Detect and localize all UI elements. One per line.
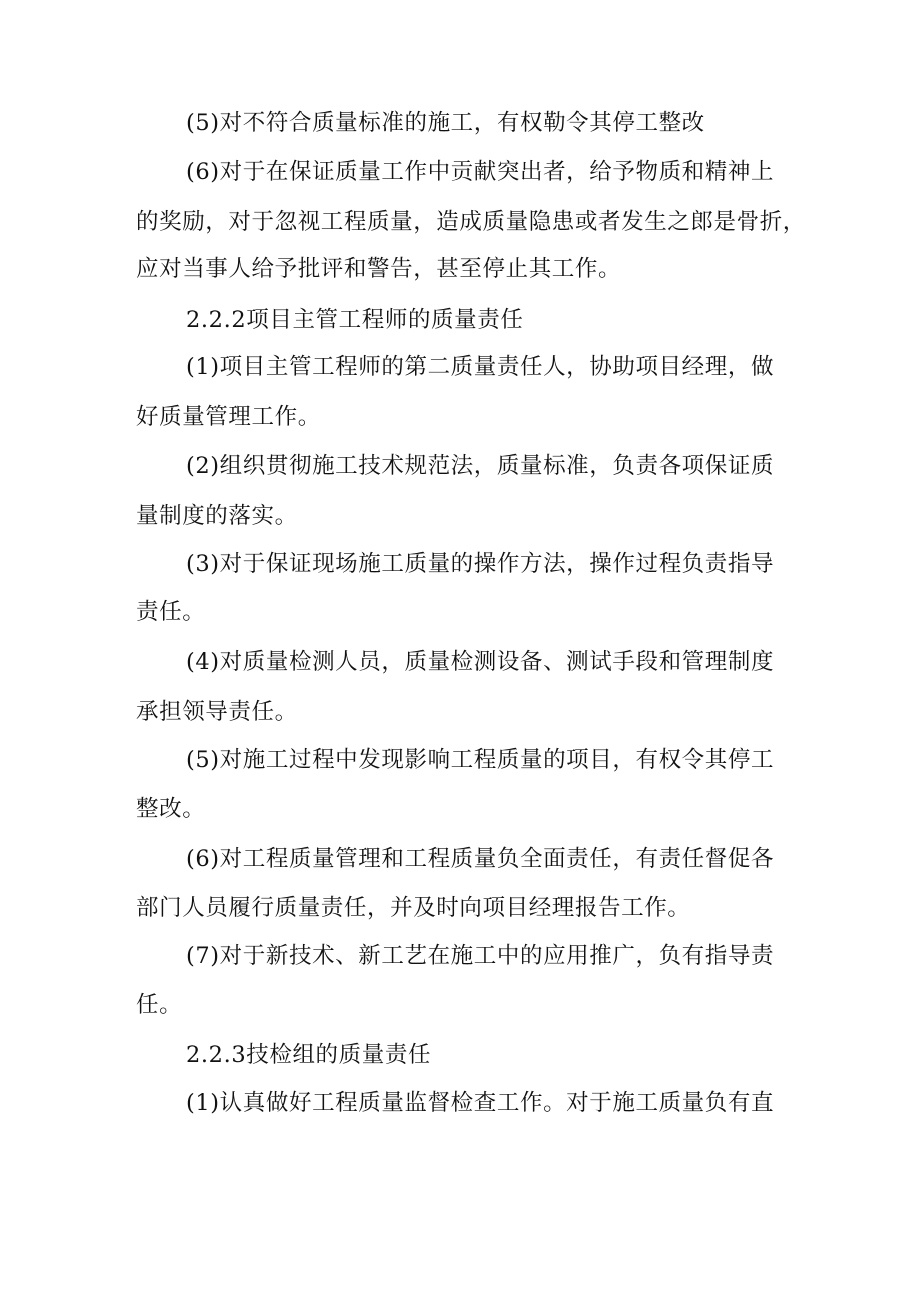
section-2-2-2-item-6-line-2: 部门人员履行质量责任，并及时向项目经理报告工作。	[136, 895, 691, 921]
section-2-2-2-item-6-line-1: (6)对工程质量管理和工程质量负全面责任，有责任督促各	[186, 846, 775, 872]
section-2-2-3-item-1-line-1: (1)认真做好工程质量监督检查工作。对于施工质量负有直	[186, 1090, 775, 1116]
section-2-2-2-item-5-line-1: (5)对施工过程中发现影响工程质量的项目，有权令其停工	[186, 747, 775, 773]
section-2-2-2-item-4-line-2: 承担领导责任。	[136, 699, 298, 725]
section-2-2-2-item-3-line-1: (3)对于保证现场施工质量的操作方法，操作过程负责指导	[186, 551, 775, 577]
section-2-2-2-item-4-line-1: (4)对质量检测人员，质量检测设备、测试手段和管理制度	[186, 649, 775, 675]
section-2-2-2-item-1-line-2: 好质量管理工作。	[136, 404, 321, 430]
item-6-text-line-1: (6)对于在保证质量工作中贡献突出者，给予物质和精神上	[186, 159, 775, 185]
section-heading-2-2-3: 2.2.3技检组的质量责任	[186, 1042, 432, 1068]
item-6-text-line-2: 的奖励，对于忽视工程质量，造成质量隐患或者发生之郎是骨折，	[136, 209, 806, 235]
section-2-2-2-item-7-line-2: 任。	[136, 992, 183, 1018]
item-5-text: (5)对不符合质量标准的施工，有权勒令其停工整改	[186, 110, 705, 136]
section-2-2-2-item-3-line-2: 责任。	[136, 599, 206, 625]
section-2-2-2-item-2-line-2: 量制度的落实。	[136, 503, 298, 529]
item-6-text-line-3: 应对当事人给予批评和警告，甚至停止其工作。	[136, 256, 622, 282]
section-2-2-2-item-2-line-1: (2)组织贯彻施工技术规范法，质量标准，负责各项保证质	[186, 453, 775, 479]
section-heading-2-2-2: 2.2.2项目主管工程师的质量责任	[186, 307, 524, 333]
section-2-2-2-item-1-line-1: (1)项目主管工程师的第二质量责任人，协助项目经理，做	[186, 354, 775, 380]
section-2-2-2-item-5-line-2: 整改。	[136, 796, 206, 822]
section-2-2-2-item-7-line-1: (7)对于新技术、新工艺在施工中的应用推广，负有指导责	[186, 943, 775, 969]
